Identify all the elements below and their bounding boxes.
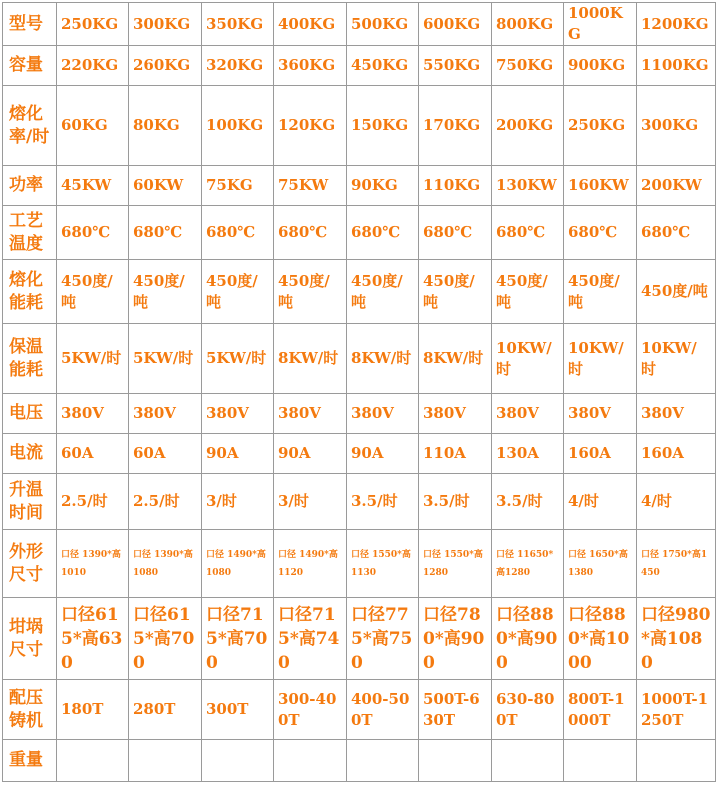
row-header: 电压	[3, 394, 57, 434]
table-cell: 1100KG	[637, 46, 716, 86]
table-cell: 口径615*高700	[129, 598, 202, 680]
table-cell: 380V	[347, 394, 419, 434]
table-cell: 口径 1750*高1450	[637, 530, 716, 598]
table-cell: 80KG	[129, 86, 202, 166]
table-row	[3, 260, 716, 324]
table-cell: 10KW/时	[564, 324, 637, 394]
table-cell: 10KW/时	[492, 324, 564, 394]
table-cell: 680℃	[274, 206, 347, 260]
table-cell: 280T	[129, 680, 202, 740]
table-cell: 8KW/时	[347, 324, 419, 394]
table-row	[3, 530, 716, 598]
table-cell: 180T	[57, 680, 129, 740]
table-cell: 450度/吨	[419, 260, 492, 324]
table-cell: 10KW/时	[637, 324, 716, 394]
table-cell: 350KG	[202, 3, 274, 46]
row-header: 升温时间	[3, 474, 57, 530]
table-cell: 680℃	[419, 206, 492, 260]
table-cell: 680℃	[202, 206, 274, 260]
table-cell	[492, 740, 564, 782]
table-cell: 250KG	[564, 86, 637, 166]
table-cell: 320KG	[202, 46, 274, 86]
table-cell	[564, 740, 637, 782]
table-cell: 60KG	[57, 86, 129, 166]
table-cell: 75KW	[274, 166, 347, 206]
table-cell: 口径 1490*高1120	[274, 530, 347, 598]
table-cell: 450度/吨	[202, 260, 274, 324]
table-row	[3, 598, 716, 680]
table-cell: 380V	[202, 394, 274, 434]
row-header: 容量	[3, 46, 57, 86]
table-cell: 130A	[492, 434, 564, 474]
table-cell: 680℃	[564, 206, 637, 260]
table-cell: 900KG	[564, 46, 637, 86]
row-header: 功率	[3, 166, 57, 206]
table-cell: 3/时	[202, 474, 274, 530]
table-cell: 口径775*高750	[347, 598, 419, 680]
table-cell: 750KG	[492, 46, 564, 86]
row-header: 熔化能耗	[3, 260, 57, 324]
table-cell: 200KW	[637, 166, 716, 206]
table-cell: 口径880*高900	[492, 598, 564, 680]
table-cell: 60KW	[129, 166, 202, 206]
table-cell: 300-400T	[274, 680, 347, 740]
table-cell: 450度/吨	[274, 260, 347, 324]
table-row	[3, 474, 716, 530]
table-cell: 450度/吨	[492, 260, 564, 324]
table-cell: 300KG	[129, 3, 202, 46]
table-cell: 400-500T	[347, 680, 419, 740]
table-row	[3, 434, 716, 474]
table-cell: 5KW/时	[57, 324, 129, 394]
table-cell: 口径980*高1080	[637, 598, 716, 680]
table-cell: 360KG	[274, 46, 347, 86]
table-cell	[274, 740, 347, 782]
table-cell: 500KG	[347, 3, 419, 46]
table-row	[3, 206, 716, 260]
table-cell: 380V	[564, 394, 637, 434]
row-header: 型号	[3, 3, 57, 46]
table-cell: 110A	[419, 434, 492, 474]
table-cell: 450度/吨	[637, 260, 716, 324]
table-row	[3, 324, 716, 394]
row-header: 外形尺寸	[3, 530, 57, 598]
table-cell: 170KG	[419, 86, 492, 166]
table-cell: 260KG	[129, 46, 202, 86]
table-row	[3, 166, 716, 206]
table-cell: 5KW/时	[202, 324, 274, 394]
table-cell: 680℃	[347, 206, 419, 260]
table-cell: 680℃	[637, 206, 716, 260]
table-cell: 380V	[129, 394, 202, 434]
table-cell: 200KG	[492, 86, 564, 166]
row-header: 配压铸机	[3, 680, 57, 740]
row-header: 重量	[3, 740, 57, 782]
table-cell: 680℃	[492, 206, 564, 260]
table-cell: 口径715*高700	[202, 598, 274, 680]
table-cell: 550KG	[419, 46, 492, 86]
row-header: 保温能耗	[3, 324, 57, 394]
row-header: 电流	[3, 434, 57, 474]
table-cell: 450度/吨	[57, 260, 129, 324]
row-header: 坩埚尺寸	[3, 598, 57, 680]
table-cell: 380V	[637, 394, 716, 434]
table-cell: 380V	[57, 394, 129, 434]
table-cell: 2.5/时	[129, 474, 202, 530]
table-row	[3, 3, 716, 46]
table-cell: 口径 1390*高1080	[129, 530, 202, 598]
table-cell	[57, 740, 129, 782]
table-cell: 45KW	[57, 166, 129, 206]
table-cell: 160A	[637, 434, 716, 474]
table-cell	[637, 740, 716, 782]
table-cell: 60A	[129, 434, 202, 474]
table-cell: 450度/吨	[347, 260, 419, 324]
table-cell: 75KG	[202, 166, 274, 206]
table-cell: 450KG	[347, 46, 419, 86]
table-cell: 450度/吨	[129, 260, 202, 324]
table-cell: 90A	[202, 434, 274, 474]
table-cell	[347, 740, 419, 782]
table-row	[3, 86, 716, 166]
table-cell: 90A	[347, 434, 419, 474]
table-cell: 1000KG	[564, 3, 637, 46]
table-cell: 口径 1550*高1130	[347, 530, 419, 598]
table-cell: 220KG	[57, 46, 129, 86]
table-cell: 8KW/时	[419, 324, 492, 394]
table-cell: 3.5/时	[492, 474, 564, 530]
table-cell: 150KG	[347, 86, 419, 166]
table-cell: 60A	[57, 434, 129, 474]
table-cell: 8KW/时	[274, 324, 347, 394]
table-cell: 400KG	[274, 3, 347, 46]
table-cell: 110KG	[419, 166, 492, 206]
row-header: 熔化率/时	[3, 86, 57, 166]
table-row	[3, 394, 716, 434]
table-cell: 380V	[274, 394, 347, 434]
spec-table	[2, 2, 716, 782]
table-cell: 380V	[419, 394, 492, 434]
table-cell: 630-800T	[492, 680, 564, 740]
table-cell: 500T-630T	[419, 680, 492, 740]
table-cell: 3.5/时	[347, 474, 419, 530]
table-cell: 口径 11650*高1280	[492, 530, 564, 598]
table-cell: 600KG	[419, 3, 492, 46]
table-cell: 口径 1490*高1080	[202, 530, 274, 598]
table-cell: 3.5/时	[419, 474, 492, 530]
table-cell: 口径 1550*高1280	[419, 530, 492, 598]
table-cell: 160KW	[564, 166, 637, 206]
table-cell: 680℃	[57, 206, 129, 260]
table-row	[3, 680, 716, 740]
table-cell: 口径715*高740	[274, 598, 347, 680]
table-cell: 250KG	[57, 3, 129, 46]
table-cell: 90A	[274, 434, 347, 474]
table-cell: 100KG	[202, 86, 274, 166]
table-cell: 4/时	[564, 474, 637, 530]
table-cell: 120KG	[274, 86, 347, 166]
table-cell: 300T	[202, 680, 274, 740]
table-cell: 380V	[492, 394, 564, 434]
table-cell: 130KW	[492, 166, 564, 206]
table-cell: 800KG	[492, 3, 564, 46]
table-cell: 300KG	[637, 86, 716, 166]
table-cell: 680℃	[129, 206, 202, 260]
table-cell	[202, 740, 274, 782]
table-row	[3, 46, 716, 86]
table-cell: 3/时	[274, 474, 347, 530]
table-cell	[419, 740, 492, 782]
table-cell: 2.5/时	[57, 474, 129, 530]
table-cell	[129, 740, 202, 782]
table-cell: 5KW/时	[129, 324, 202, 394]
table-cell: 口径780*高900	[419, 598, 492, 680]
table-row	[3, 740, 716, 782]
row-header: 工艺温度	[3, 206, 57, 260]
table-cell: 1000T-1250T	[637, 680, 716, 740]
table-cell: 160A	[564, 434, 637, 474]
table-cell: 800T-1000T	[564, 680, 637, 740]
table-cell: 口径 1390*高1010	[57, 530, 129, 598]
table-cell: 口径 1650*高1380	[564, 530, 637, 598]
table-cell: 90KG	[347, 166, 419, 206]
table-cell: 450度/吨	[564, 260, 637, 324]
table-cell: 4/时	[637, 474, 716, 530]
table-cell: 口径615*高630	[57, 598, 129, 680]
table-cell: 1200KG	[637, 3, 716, 46]
table-cell: 口径880*高1000	[564, 598, 637, 680]
